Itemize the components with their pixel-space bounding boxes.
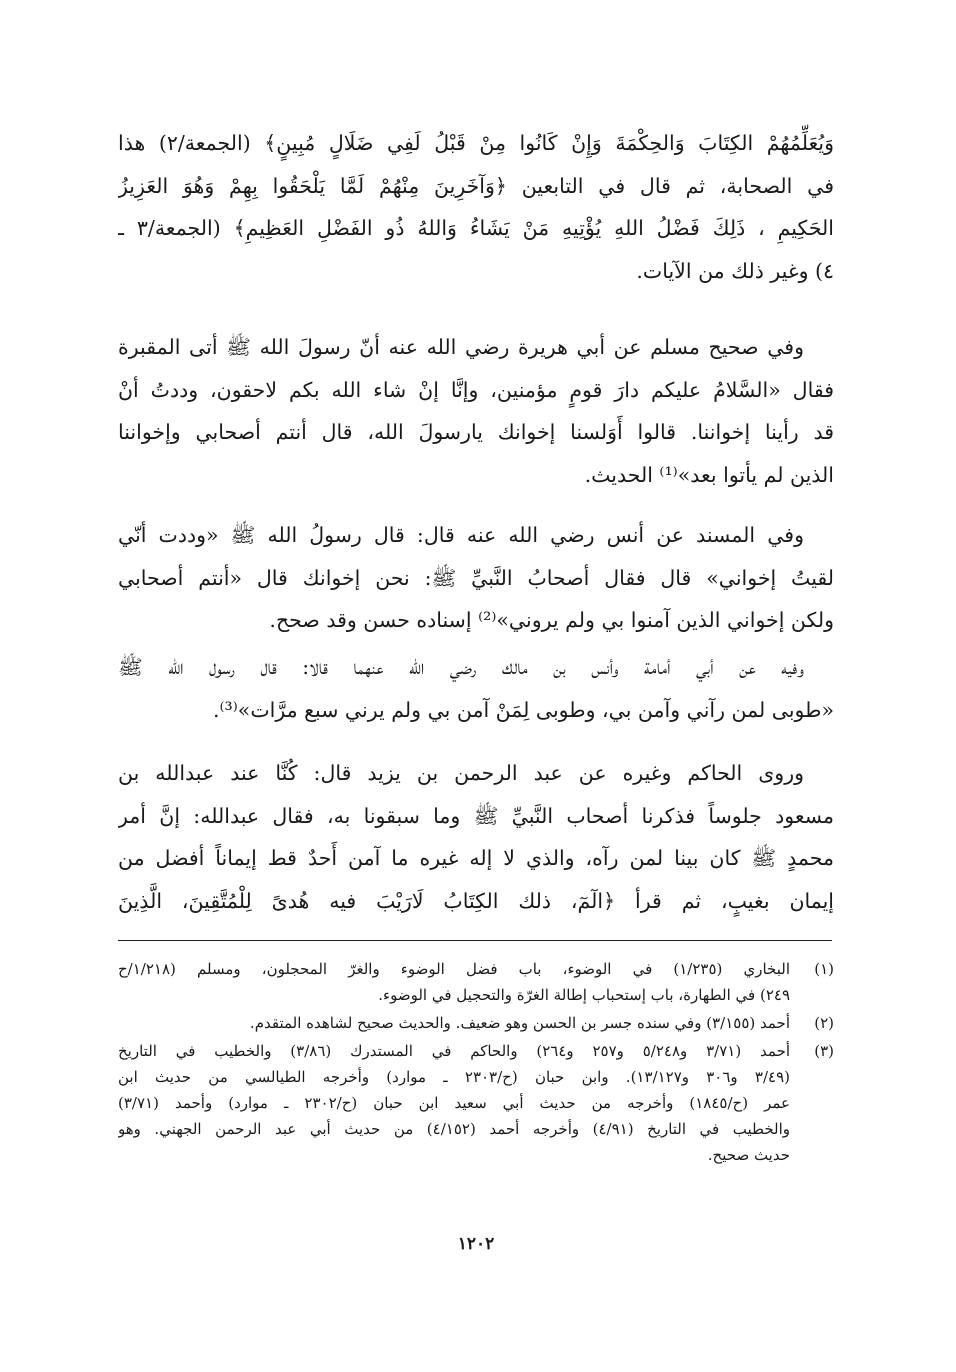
paragraph-line: ٤) وغير ذلك من الآيات. xyxy=(636,258,834,283)
paragraph-line: الذين لم يأتوا بعد»⁽¹⁾ الحديث. xyxy=(584,462,834,487)
paragraph-2 xyxy=(118,326,834,496)
paragraph-1 xyxy=(118,122,834,292)
paragraph-line: لقيتُ إخواني» قال فقال أصحابُ النَّبيِّ ﷺ: نحن إخوانك قال «أنتم أصحابي xyxy=(118,565,834,590)
footnote-1 xyxy=(118,956,834,1008)
paragraph-line: إيمان بغيبٍ، ثم قرأ ﴿الٓمٓ، ذلك الكِتَابُ لَارَيْبَ فيه هُدىً لِلْمُتَّقِينَ، الَّذِينَ xyxy=(118,888,834,913)
footnote-line: ٢٤٩) في الطهارة، باب إستحباب إطالة الغرّة والتحجيل في الوضوء. xyxy=(378,986,790,1004)
footnote-number: (٢) xyxy=(814,1014,834,1032)
footnote-divider xyxy=(118,940,832,941)
paragraph-line: فقال «السَّلامُ عليكم دارَ قومٍ مؤمنين، وإنَّا إنْ شاء الله بكم لاحقون، وددتُ أنْ xyxy=(118,377,834,402)
paragraph-line: وفيه عن أبي أمامة وأنس بن مالك رضي الله عنهما قالا: قال رسول الله ﷺ xyxy=(118,655,804,679)
paragraph-line: «طوبى لمن رآني وآمن بي، وطوبى لِمَنْ آمن بي ولم يرني سبع مرَّات»⁽³⁾. xyxy=(212,697,834,722)
paragraph-line: ولكن إخواني الذين آمنوا بي ولم يروني»⁽²⁾ إسناده حسن وقد صحح. xyxy=(269,608,834,632)
paragraph-line: وَيُعَلِّمُهُمْ الكِتَابَ وَالحِكْمَةَ وَإِنْ كَانُوا مِنْ قَبْلُ لَفِي ضَلَالٍ مُبِينٍ﴾ (الجمعة/٢) هذا xyxy=(118,131,834,155)
footnote-line: والخطيب في التاريخ (٤/٩١) وأخرجه أحمد (٤/١٥٢) من حديث أبي عبد الرحمن الجهني. وهو xyxy=(118,1120,790,1138)
footnote-3 xyxy=(118,1038,834,1168)
paragraph-line: في الصحابة، ثم قال في التابعين ﴿وَآخَرِينَ مِنْهُمْ لَمَّا يَلْحَقُوا بِهِمْ وَهُوَ العَزِيزُ xyxy=(118,173,834,198)
footnote-text xyxy=(118,956,790,1008)
footnote-2 xyxy=(118,1010,834,1036)
paragraph-line: مسعود جلوساً فذكرنا أصحاب النَّبيِّ ﷺ وما سبقونا به، فقال عبدالله: إنَّ أمر xyxy=(118,803,834,828)
paragraph-line: وروى الحاكم وغيره عن عبد الرحمن بن يزيد قال: كُنَّا عند عبدالله بن xyxy=(118,761,804,785)
footnote-line: البخاري (١/٢٣٥) في الوضوء، باب فضل الوضوء والغرّ المحجلون، ومسلم (١/٢١٨/ح xyxy=(118,960,790,978)
footnote-line: أحمد (٣/١٥٥) وفي سنده جسر بن الحسن وهو ضعيف. والحديث صحيح لشاهده المتقدم. xyxy=(249,1014,790,1032)
page-number: ١٢٠٢ xyxy=(457,1234,495,1254)
paragraph-3 xyxy=(118,514,834,642)
paragraph-4 xyxy=(118,646,834,731)
document-page xyxy=(118,118,834,1348)
paragraph-line: وفي صحيح مسلم عن أبي هريرة رضي الله عنه أنّ رسولَ الله ﷺ أتى المقبرة xyxy=(118,335,804,359)
footnote-line: أحمد (٣/٧١ و٥/٢٤٨ و٢٥٧ و٢٦٤) والحاكم في المستدرك (٣/٨٦) والخطيب في التاريخ xyxy=(118,1042,790,1060)
footnote-line: (٣/٤٩ و٣٠٦ و١٣/١٢٧). وابن حبان (ح/٢٣٠٣ ـ موارد) وأخرجه الطيالسي من حديث ابن xyxy=(118,1068,790,1086)
footnote-line: حديث صحيح. xyxy=(707,1146,790,1164)
footnote-number: (١) xyxy=(814,960,834,978)
footnote-number: (٣) xyxy=(814,1042,834,1060)
paragraph-5 xyxy=(118,752,834,922)
paragraph-line: الحَكِيمِ ، ذَلِكَ فَضْلُ اللهِ يُؤْتِيهِ مَنْ يَشَاءُ وَاللهُ ذُو الفَضْلِ العَظِيمِ﴾ (الجمعة/٣ ـ xyxy=(118,216,834,240)
footnote-line: عمر (ح/١٨٤٥) وأخرجه من حديث أبي سعيد ابن حبان (ح/٢٣٠٢ ـ موارد) وأحمد (٣/٧١) xyxy=(118,1094,790,1112)
footnote-text xyxy=(118,1038,790,1168)
paragraph-line: قد رأينا إخواننا. قالوا أَوَلسنا إخوانك يارسولَ الله، قال أنتم أصحابي وإخواننا xyxy=(118,420,834,444)
paragraph-line: وفي المسند عن أنس رضي الله عنه قال: قال رسولُ الله ﷺ «وددت أنّي xyxy=(118,523,804,547)
paragraph-line: محمدٍ ﷺ كان بينا لمن رآه، والذي لا إله غيره ما آمن أَحدٌ قط إيماناً أفضل من xyxy=(118,846,834,870)
footnotes xyxy=(118,956,834,1170)
footnote-text xyxy=(118,1010,790,1036)
